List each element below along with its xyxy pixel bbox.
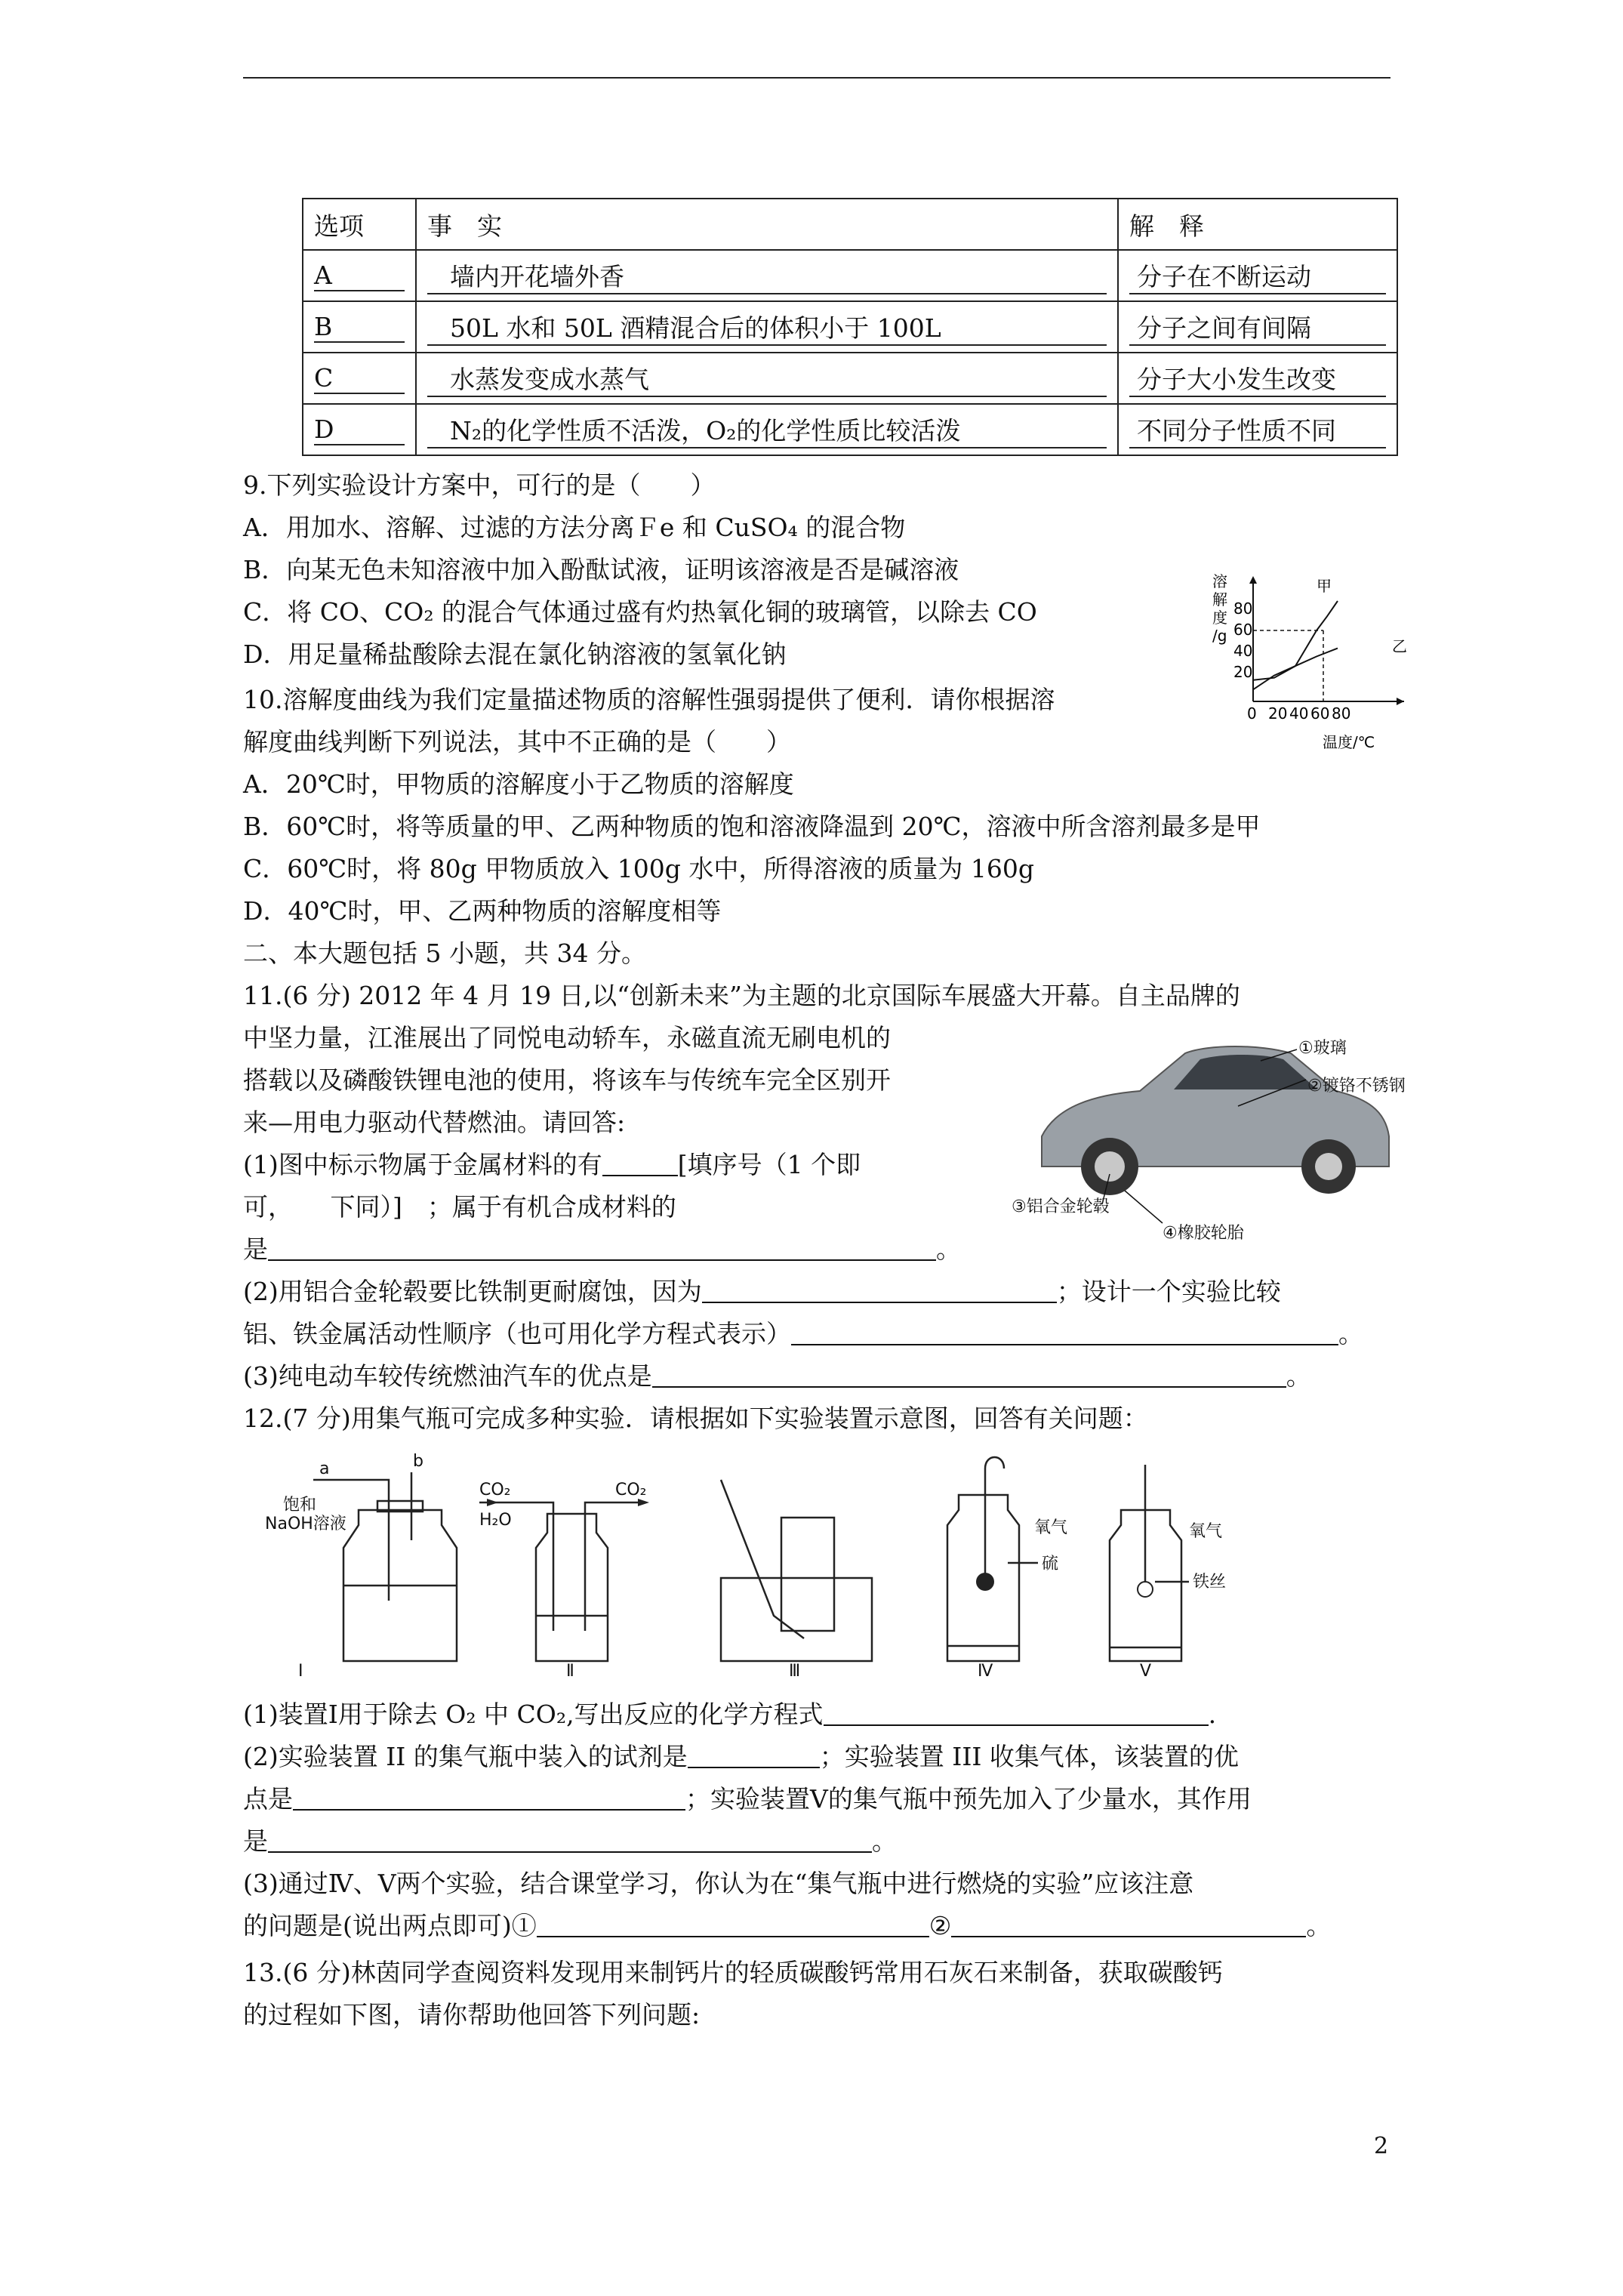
answer-blank[interactable]: [688, 1744, 820, 1768]
q9-stem: 9.下列实验设计方案中，可行的是（ ）: [243, 470, 716, 500]
row-reason: 分子在不断运动: [1129, 257, 1386, 294]
section-heading: 二、本大题包括 5 小题，共 34 分。: [243, 938, 646, 968]
row-reason: 分子之间有间隔: [1129, 309, 1386, 346]
spoon-handle-iv: [985, 1457, 1004, 1469]
x-axis-arrow: [1397, 698, 1404, 705]
leader-line: [1125, 1191, 1163, 1223]
spark-icon: [1138, 1582, 1153, 1597]
solubility-chart: [1208, 570, 1419, 759]
q12-part-2c: 是 。: [243, 1826, 897, 1856]
answer-blank[interactable]: [537, 1913, 929, 1937]
page-number: 2: [1374, 2133, 1389, 2159]
xtick-label: 20: [1268, 704, 1288, 723]
ytick-label: 20: [1233, 663, 1253, 681]
table-header-row: [303, 199, 1397, 250]
car-label-chrome: ②镀铬不锈钢: [1307, 1077, 1406, 1096]
answer-blank[interactable]: [702, 1279, 1057, 1303]
q9-option-b: B．向某无色未知溶液中加入酚酞试液，证明该溶液是否是碱溶液: [243, 555, 959, 584]
xtick-label: 80: [1332, 704, 1351, 723]
car-label-tire: ④橡胶轮胎: [1163, 1224, 1244, 1243]
label-co2-in: CO₂: [479, 1481, 511, 1499]
series-label-jia: 甲: [1317, 577, 1332, 595]
row-option: B: [314, 312, 405, 343]
table-row: [303, 404, 1397, 455]
xtick-label: 60: [1310, 704, 1330, 723]
label-iv: Ⅳ: [978, 1662, 993, 1676]
label-iii: Ⅲ: [789, 1662, 801, 1676]
q12-part-3b: 的问题是(说出两点即可)① ② 。: [243, 1911, 1332, 1940]
q11-part-1c: 是 。: [243, 1234, 961, 1264]
q11-part-1b: 可， 下同）] ；属于有机合成材料的: [243, 1192, 676, 1222]
label-sulfur: 硫: [1042, 1555, 1059, 1573]
series-label-yi: 乙: [1392, 637, 1407, 655]
label-naoh-1: 饱和: [283, 1496, 317, 1515]
facts-table: [302, 198, 1398, 456]
ytick-label: 40: [1233, 642, 1253, 660]
answer-blank[interactable]: [268, 1829, 872, 1853]
q10-stem-2: 解度曲线判断下列说法，其中不正确的是（ ）: [243, 727, 791, 757]
table-row: [303, 301, 1397, 353]
header-fact: 事 实: [416, 199, 1118, 250]
q12-part-3a: (3)通过Ⅳ、Ⅴ两个实验，结合课堂学习，你认为在“集气瓶中进行燃烧的实验”应该注意: [243, 1869, 1194, 1898]
ylabel-char: 解: [1212, 590, 1227, 609]
q12-stem: 12.(7 分)用集气瓶可完成多种实验．请根据如下实验装置示意图，回答有关问题：: [243, 1404, 1148, 1433]
q9-option-c: C．将 CO、CO₂ 的混合气体通过盛有灼热氧化铜的玻璃管，以除去 CO: [243, 597, 1037, 627]
row-reason: 分子大小发生改变: [1129, 360, 1386, 397]
header-option: 选项: [303, 199, 416, 250]
trough-iii: [721, 1578, 872, 1661]
y-axis-arrow: [1249, 576, 1257, 584]
label-oxygen-iv: 氧气: [1034, 1518, 1068, 1537]
q13-line-2: 的过程如下图，请你帮助他回答下列问题:: [243, 2000, 701, 2029]
label-ii: Ⅱ: [566, 1662, 574, 1676]
car-figure: [1012, 1023, 1419, 1250]
q11-line-2: 中坚力量，江淮展出了同悦电动轿车，永磁直流无刷电机的: [243, 1023, 891, 1052]
answer-blank[interactable]: [824, 1702, 1209, 1726]
burning-sulfur-icon: [976, 1573, 994, 1591]
q13-line-1: 13.(6 分)林茵同学查阅资料发现用来制钙片的轻质碳酸钙常用石灰石来制备，获取碳酸钙: [243, 1958, 1223, 1987]
table-row: [303, 353, 1397, 404]
ylabel-char: 溶: [1212, 572, 1227, 590]
arrow-icon: [638, 1499, 649, 1506]
label-h2o: H₂O: [479, 1511, 512, 1530]
label-iron-wire: 铁丝: [1193, 1573, 1227, 1592]
header-reason: 解 释: [1118, 199, 1397, 250]
x-axis-label: 温度/℃: [1323, 733, 1375, 751]
label-b: b: [413, 1452, 423, 1471]
q10-option-b: B．60℃时，将等质量的甲、乙两种物质的饱和溶液降温到 20℃，溶液中所含溶剂最多是甲: [243, 812, 1261, 841]
q11-line-4: 来—用电力驱动代替燃油。请回答:: [243, 1108, 626, 1137]
row-option: D: [314, 415, 405, 445]
q10-option-d: D．40℃时，甲、乙两种物质的溶解度相等: [243, 896, 722, 926]
answer-blank[interactable]: [602, 1152, 678, 1176]
car-label-glass: ①玻璃: [1298, 1039, 1347, 1058]
header-rule: [243, 77, 1390, 79]
label-a: a: [319, 1459, 330, 1478]
row-reason: 不同分子性质不同: [1129, 411, 1386, 448]
row-fact: 水蒸发变成水蒸气: [427, 360, 1107, 397]
bottle-ii: [536, 1514, 608, 1661]
xtick-label: 0: [1247, 704, 1257, 723]
curve-jia: [1253, 601, 1338, 680]
q12-part-1: (1)装置Ⅰ用于除去 O₂ 中 CO₂,写出反应的化学方程式 .: [243, 1700, 1217, 1729]
ylabel-char: 度: [1212, 609, 1227, 627]
arrow-icon: [487, 1499, 498, 1506]
row-fact: 墙内开花墙外香: [427, 257, 1107, 294]
q12-part-2b: 点是 ；实验装置Ⅴ的集气瓶中预先加入了少量水，其作用: [243, 1784, 1252, 1814]
q11-part-3: (3)纯电动车较传统燃油汽车的优点是 。: [243, 1361, 1311, 1391]
label-i: Ⅰ: [298, 1662, 303, 1676]
q11-part-1a: (1)图中标示物属于金属材料的有 [填序号（1 个即: [243, 1150, 861, 1179]
ytick-label: 80: [1233, 599, 1253, 618]
q10-option-a: A．20℃时，甲物质的溶解度小于乙物质的溶解度: [243, 769, 794, 799]
table-row: [303, 250, 1397, 301]
q12-part-2a: (2)实验装置 II 的集气瓶中装入的试剂是 ；实验装置 III 收集气体，该装置的优: [243, 1742, 1239, 1771]
label-oxygen-v: 氧气: [1189, 1522, 1223, 1541]
answer-blank[interactable]: [951, 1913, 1306, 1937]
curve-yi: [1253, 649, 1338, 690]
q11-line-1: 11.(6 分) 2012 年 4 月 19 日,以“创新未来”为主题的北京国际车展盛大开幕。自主品牌的: [243, 981, 1240, 1010]
row-fact: 50L 水和 50L 酒精混合后的体积小于 100L: [427, 309, 1107, 346]
car-rim-front: [1095, 1151, 1125, 1182]
q10-option-c: C．60℃时，将 80g 甲物质放入 100g 水中，所得溶液的质量为 160g: [243, 854, 1034, 883]
answer-blank[interactable]: [293, 1786, 685, 1811]
label-naoh-2: NaOH溶液: [265, 1515, 346, 1533]
q9-option-d: D．用足量稀盐酸除去混在氯化钠溶液的氢氧化钠: [243, 639, 787, 669]
q11-part-2a: (2)用铝合金轮毂要比铁制更耐腐蚀，因为 ；设计一个实验比较: [243, 1277, 1281, 1306]
ytick-label: 60: [1233, 621, 1253, 639]
tube-out-ii: [585, 1502, 645, 1631]
q11-part-2b: 铝、铁金属活动性顺序（也可用化学方程式表示） 。: [243, 1319, 1363, 1348]
q9-option-a: A．用加水、溶解、过滤的方法分离Ｆe 和 CuSO₄ 的混合物: [243, 513, 906, 542]
q10-stem-1: 10.溶解度曲线为我们定量描述物质的溶解性强弱提供了便利．请你根据溶: [243, 685, 1055, 714]
row-option: A: [314, 260, 405, 291]
label-v: Ⅴ: [1140, 1662, 1152, 1676]
apparatus-figure: [253, 1450, 1325, 1676]
label-co2-out: CO₂: [615, 1481, 647, 1499]
answer-blank[interactable]: [791, 1321, 1338, 1345]
delivery-tube-iii: [721, 1480, 804, 1638]
ylabel-char: /g: [1212, 627, 1227, 645]
q11-line-3: 搭载以及磷酸铁锂电池的使用，将该车与传统车完全区别开: [243, 1065, 891, 1095]
row-fact: N₂的化学性质不活泼，O₂的化学性质比较活泼: [427, 411, 1107, 448]
answer-blank[interactable]: [268, 1237, 936, 1261]
car-rim-rear: [1315, 1153, 1342, 1180]
answer-blank[interactable]: [652, 1364, 1286, 1388]
row-option: C: [314, 363, 405, 394]
xtick-label: 40: [1289, 704, 1309, 723]
tube-a: [313, 1480, 389, 1601]
bottle-iii: [781, 1518, 834, 1631]
car-label-rim: ③铝合金轮毂: [1012, 1197, 1110, 1216]
